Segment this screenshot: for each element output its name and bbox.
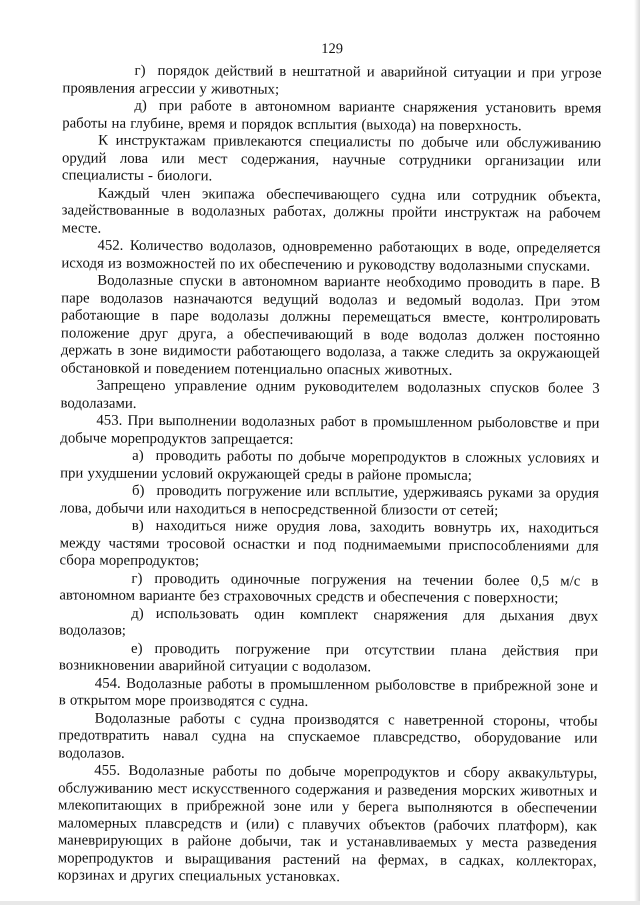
list-marker: а) bbox=[96, 448, 144, 466]
scan-bottom-edge bbox=[0, 901, 640, 905]
paragraph-windward-side: Водолазные работы с судна производятся с наветренной стороны, чтобы предотвратить навал судна на спускаемое плавсредство, оборудование или водолазов. bbox=[58, 710, 597, 766]
list-item-e bbox=[59, 640, 598, 678]
document-body bbox=[58, 62, 602, 888]
list-item-d-1 bbox=[62, 97, 601, 135]
list-item-v bbox=[60, 517, 599, 573]
list-item-a bbox=[60, 447, 599, 485]
paragraph-text: проводить работы по добыче морепродуктов в сложных условиях и при ухудшении условий окружающей среды в районе промысла; bbox=[60, 448, 599, 483]
list-marker: г) bbox=[99, 63, 146, 81]
paragraph-text: проводить погружение при отсутствии плана действия при возникновении аварийной ситуации с водолазом. bbox=[59, 641, 598, 676]
paragraph-supervisor-limit: Запрещено управление одним руководителем водолазных спусков более 3 водолазами. bbox=[60, 377, 599, 415]
paragraph-instructors: К инструктажам привлекаются специалисты по добыче или обслуживанию орудий лова или мест содержания, научные сотрудники организации или специалисты - биологи. bbox=[62, 132, 601, 188]
paragraph-autonomous-pairs: Водолазные спуски в автономном варианте необходимо проводить в паре. В паре водолазов назначаются ведущий водолаз и ведомый водолаз. При этом работающие в паре водолазы должны перемещаться вместе, контролировать положение друг друга, а обеспечивающий в воде водолаз должен постоянно держать в зоне видимости работающего водолаза, а также следить за окружающей обстановкой и поведением потенциально опасных животных. bbox=[61, 272, 601, 380]
paragraph-crew-briefing: Каждый член экипажа обеспечивающего судна или сотрудник объекта, задействованные в водолазных работах, должны пройти инструктаж на рабочем месте. bbox=[62, 185, 601, 241]
list-marker: б) bbox=[96, 483, 145, 501]
page-number: 129 bbox=[63, 38, 602, 59]
list-marker: д) bbox=[98, 98, 147, 116]
paragraph-452: 452. Количество водолазов, одновременно работающих в воде, определяется исходя из возможностей по их обеспечению и руководству водолазными спусками. bbox=[61, 237, 600, 275]
paragraph-text: проводить одиночные погружения на течении более 0,5 м/с в автономном варианте без страховочных средств и обеспечения с поверхности; bbox=[59, 570, 598, 606]
list-item-b bbox=[60, 482, 599, 520]
list-item-d-2 bbox=[59, 605, 598, 643]
paragraph-455: 455. Водолазные работы по добыче морепродуктов и сбору аквакультуры, обслуживанию мест искусственного содержания и разведения морских животных и млекопитающих в прибрежной зоне или у берега выполняются в обеспечении маломерных плавсредств и (или) с плавучих объектов (рабочих платформ), как маневрирующих в районе добычи, так и устанавливаемых у места разведения морепродуктов и выращивания растений на фермах, в садках, коллекторах, корзинах и других специальных установках. bbox=[58, 762, 598, 888]
list-marker: д) bbox=[95, 605, 144, 623]
list-marker: г) bbox=[95, 570, 142, 588]
list-item-g-1 bbox=[62, 62, 601, 100]
paragraph-text: порядок действий в нештатной и аварийной ситуации и при угрозе проявления агрессии у животных; bbox=[62, 63, 601, 97]
paragraph-text: проводить погружение или всплытие, удерживаясь руками за орудия лова, добычи или находиться в непосредственной близости от сетей; bbox=[60, 483, 599, 519]
paragraph-text: при работе в автономном варианте снаряжения установить время работы на глубине, время и порядок всплытия (выхода) на поверхность. bbox=[62, 98, 601, 134]
paragraph-454: 454. Водолазные работы в промышленном рыболовстве в прибрежной зоне и в открытом море производятся с судна. bbox=[59, 675, 598, 713]
list-marker: е) bbox=[95, 640, 143, 658]
paragraph-text: использовать один комплект снаряжения для дыхания двух водолазов; bbox=[59, 606, 598, 639]
list-item-g-2 bbox=[59, 570, 598, 608]
paragraph-text: находиться ниже орудия лова, заходить вовнутрь их, находиться между частями тросовой оснастки и под поднимаемыми приспособлениями для сбора морепродуктов; bbox=[60, 518, 599, 569]
paragraph-453: 453. При выполнении водолазных работ в промышленном рыболовстве и при добыче морепродуктов запрещается: bbox=[60, 412, 599, 450]
list-marker: в) bbox=[96, 518, 144, 536]
scan-edge-shadow bbox=[634, 0, 640, 905]
